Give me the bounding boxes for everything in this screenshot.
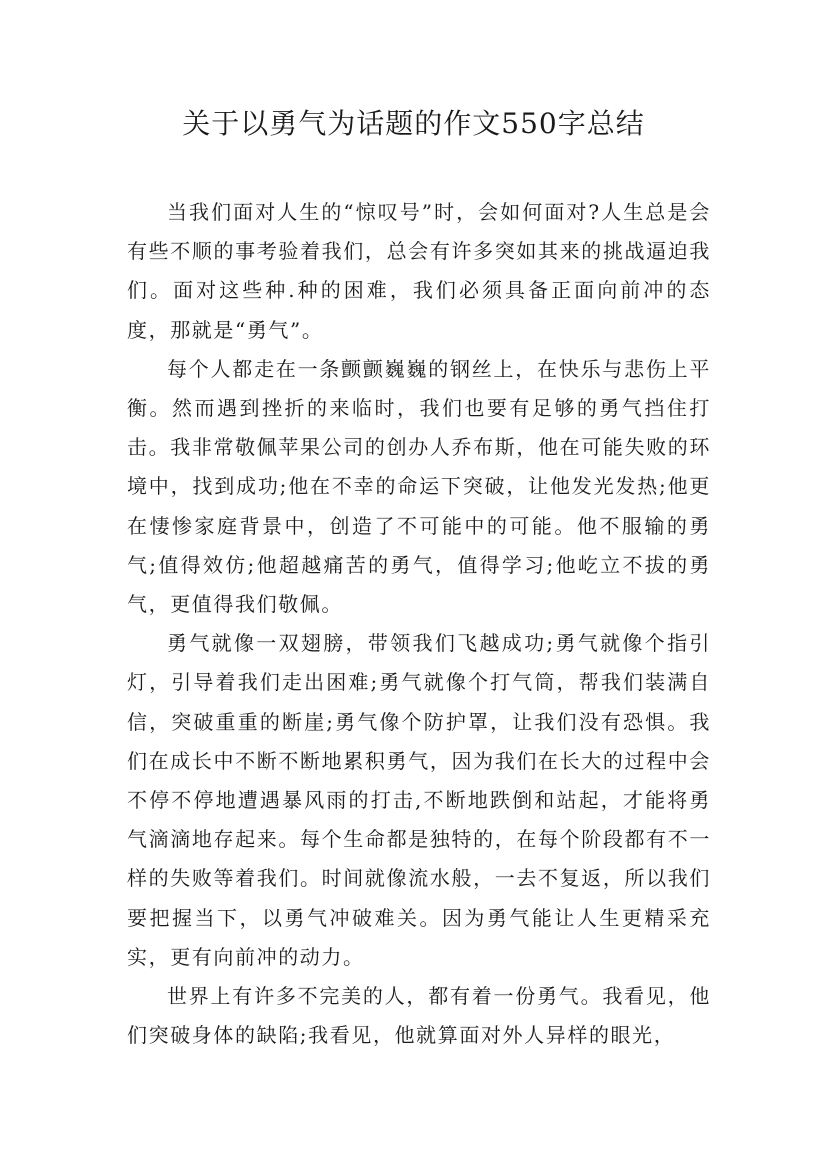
paragraph-4: 世界上有许多不完美的人，都有着一份勇气。我看见，他们突破身体的缺陷;我看见，他就算面对外人异样的眼光， bbox=[127, 984, 711, 1048]
document-title: 关于以勇气为话题的作文550字总结 bbox=[182, 107, 645, 140]
document-body bbox=[127, 193, 711, 1055]
paragraph-1: 当我们面对人生的“惊叹号”时，会如何面对?人生总是会有些不顺的事考验着我们，总会有许多突如其来的挑战逼迫我们。面对这些种.种的困难，我们必须具备正面向前冲的态度，那就是“勇气”。 bbox=[127, 200, 711, 342]
paragraph-3: 勇气就像一双翅膀，带领我们飞越成功;勇气就像个指引灯，引导着我们走出困难;勇气就像个打气筒，帮我们装满自信，突破重重的断崖;勇气像个防护罩，让我们没有恐惧。我们在成长中不断不断地累积勇气，因为我们在长大的过程中会不停不停地遭遇暴风雨的打击,不断地跌倒和站起，才能将勇气滴滴地存起来。每个生命都是独特的，在每个阶段都有不一样的失败等着我们。时间就像流水般，一去不复返，所以我们要把握当下，以勇气冲破难关。因为勇气能让人生更精采充实，更有向前冲的动力。 bbox=[127, 631, 711, 969]
paragraph-2: 每个人都走在一条颤颤巍巍的钢丝上，在快乐与悲伤上平衡。然而遇到挫折的来临时，我们也要有足够的勇气挡住打击。我非常敬佩苹果公司的创办人乔布斯，他在可能失败的环境中，找到成功;他在不幸的命运下突破，让他发光发热;他更在悽惨家庭背景中，创造了不可能中的可能。他不服输的勇气;值得效仿;他超越痛苦的勇气，值得学习;他屹立不拔的勇气，更值得我们敬佩。 bbox=[127, 356, 711, 617]
